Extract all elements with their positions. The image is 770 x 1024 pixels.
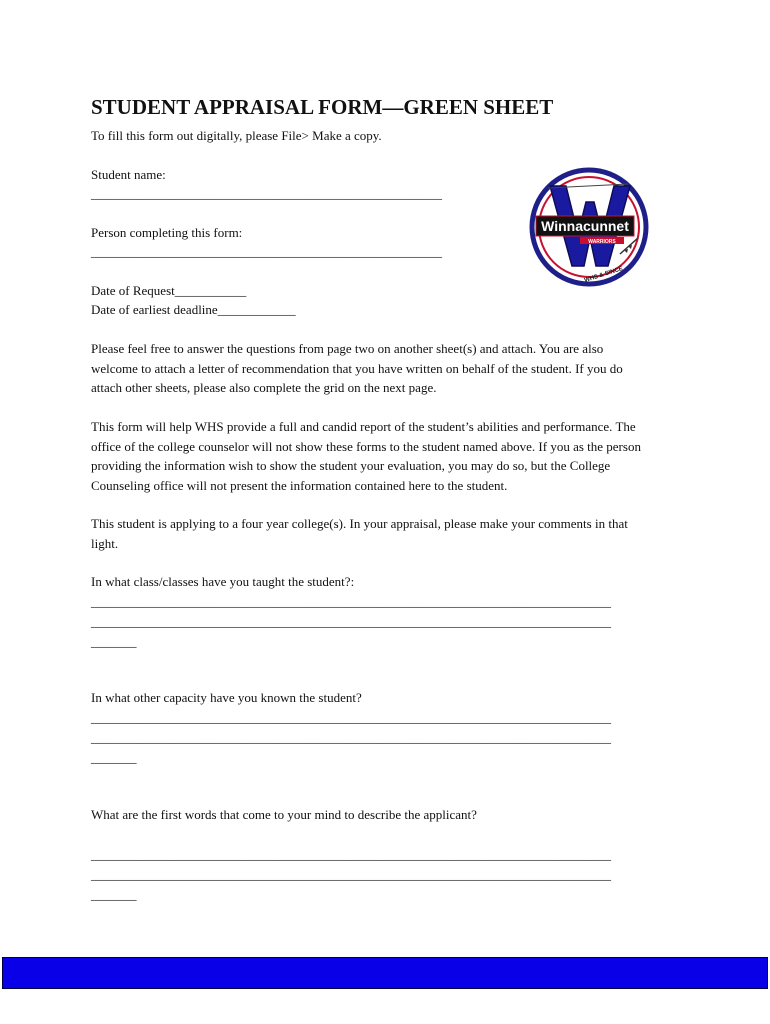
paragraph-line: office of the college counselor will not show these forms to the student named above. If you as the person — [91, 438, 641, 454]
paragraph-line: Please feel free to answer the questions from page two on another sheet(s) and attach. You are also — [91, 341, 604, 356]
paragraph-line: This form will help WHS provide a full and candid report of the student’s abilities and performance. The — [91, 419, 636, 434]
student-name-field[interactable]: ______________________________________________________ — [91, 186, 442, 201]
answer-line[interactable]: ________________________________________________________________________________ — [91, 710, 611, 725]
paragraph-line: Counseling office will not present the information contained here to the student. — [91, 477, 508, 493]
answer-line-short[interactable]: _______ — [91, 634, 137, 649]
paragraph-line: light. — [91, 535, 119, 551]
instruction-text: To fill this form out digitally, please File> Make a copy. — [91, 128, 382, 143]
paragraph-attachments — [91, 339, 691, 398]
question-classes-taught: In what class/classes have you taught the student?: — [91, 574, 355, 589]
person-completing-field[interactable]: ______________________________________________________ — [91, 244, 442, 259]
paragraph-college — [91, 514, 691, 553]
question-other-capacity: In what other capacity have you known the student? — [91, 690, 362, 705]
logo-wordmark: Winnacunnet — [541, 218, 629, 234]
logo-subtext: WARRIORS — [588, 239, 616, 245]
student-name-label: Student name: — [91, 167, 166, 182]
paragraph-line: attach other sheets, please also complete the grid on the next page. — [91, 380, 437, 395]
answer-line[interactable]: ________________________________________________________________________________ — [91, 614, 611, 629]
paragraph-line: providing the information wish to show the student your evaluation, you may do so, but the College — [91, 458, 611, 473]
answer-line[interactable]: ________________________________________________________________________________ — [91, 867, 611, 882]
paragraph-confidentiality — [91, 417, 691, 495]
paragraph-line: welcome to attach a letter of recommendation that you have written on behalf of the student. If you do — [91, 360, 623, 376]
question-first-words: What are the first words that come to your mind to describe the applicant? — [91, 807, 477, 822]
date-of-request-field[interactable]: Date of Request___________ — [91, 283, 247, 298]
paragraph-line: This student is applying to a four year college(s). In your appraisal, please make your comments in that — [91, 516, 628, 531]
person-completing-label: Person completing this form: — [91, 225, 243, 240]
date-of-deadline-field[interactable]: Date of earliest deadline____________ — [91, 302, 296, 317]
answer-line-short[interactable]: _______ — [91, 887, 137, 902]
answer-line-short[interactable]: _______ — [91, 750, 137, 765]
page-title: STUDENT APPRAISAL FORM—GREEN SHEET — [91, 95, 554, 119]
winnacunnet-logo — [528, 166, 650, 288]
answer-line[interactable]: ________________________________________________________________________________ — [91, 594, 611, 609]
answer-line[interactable]: ________________________________________________________________________________ — [91, 847, 611, 862]
footer-bar — [2, 957, 768, 989]
answer-line[interactable]: ________________________________________________________________________________ — [91, 730, 611, 745]
logo-ring-text: WHS & SINCE — [583, 266, 624, 285]
